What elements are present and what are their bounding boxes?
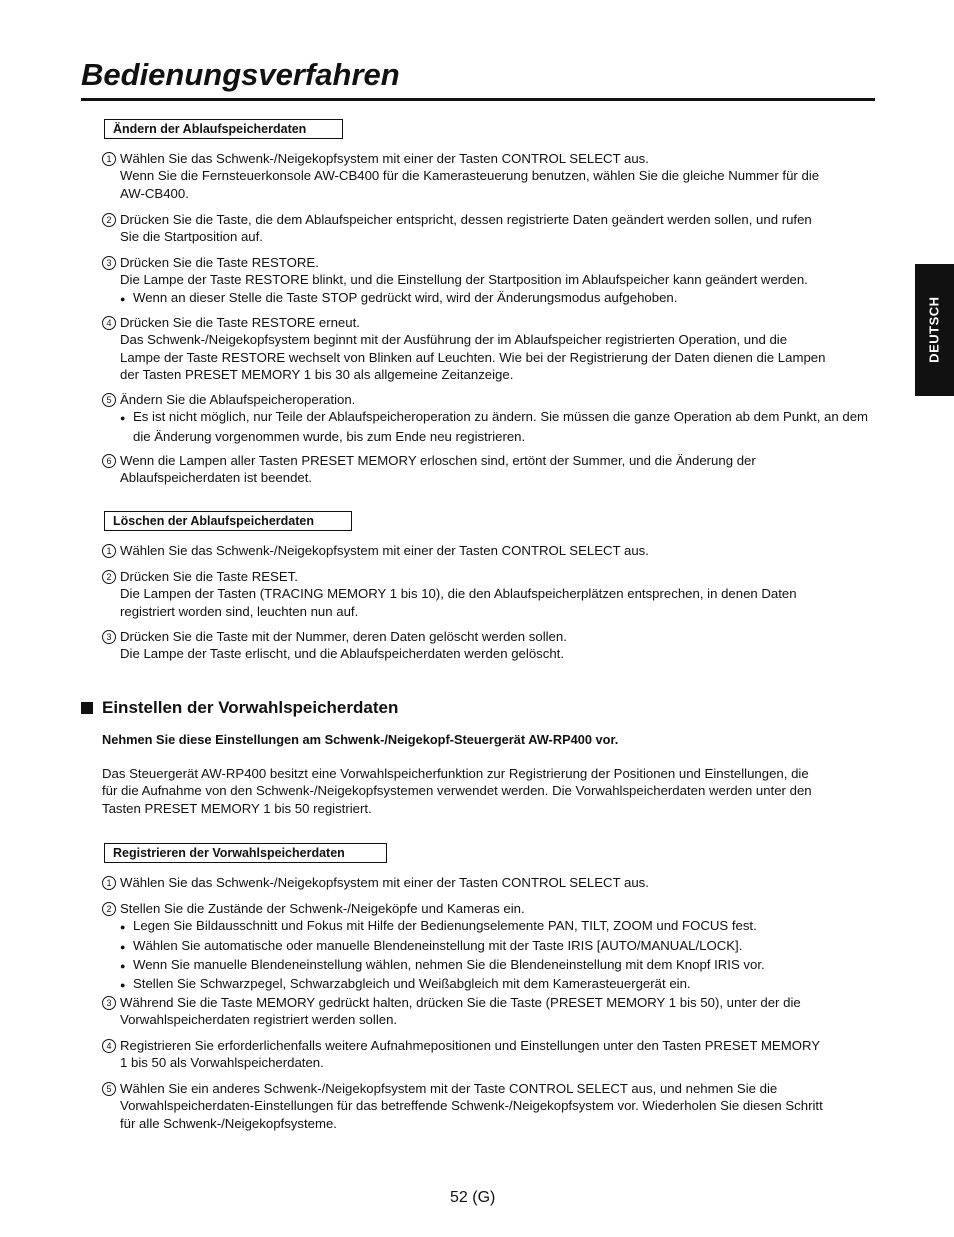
- step-item: [102, 900, 877, 994]
- step-text: Wenn die Lampen aller Tasten PRESET MEMORY erloschen sind, ertönt der Summer, und die Änderung der: [120, 453, 756, 468]
- bullet-text: Es ist nicht möglich, nur Teile der Ablaufspeicheroperation zu ändern. Sie müssen die ganze Operation ab dem Punkt, an dem die Änderung vorgenommen wurde, bis zum Ende neu registrieren.: [133, 409, 869, 444]
- step-continuation-line: Ablaufspeicherdaten ist beendet.: [120, 470, 313, 486]
- subsection-heading-box: Registrieren der Vorwahlspeicherdaten: [104, 843, 387, 863]
- step-continuation-line: Die Lampe der Taste erlischt, und die Ablaufspeicherdaten werden gelöscht.: [120, 646, 565, 662]
- step-continuation-line: AW-CB400.: [120, 185, 189, 201]
- bullet-item: [102, 956, 877, 975]
- step-first-line: [102, 391, 877, 408]
- bullet-dot-icon: ●: [120, 941, 126, 952]
- bullet-item: [102, 289, 877, 308]
- step-item: [102, 452, 877, 487]
- section-heading-text: Einstellen der Vorwahlspeicherdaten: [102, 698, 399, 717]
- step-first-line: [102, 874, 877, 891]
- bullet-dot-icon: ●: [120, 413, 126, 424]
- step-first-line: [102, 254, 877, 271]
- square-bullet-icon: [81, 702, 93, 714]
- language-tab-label: DEUTSCH: [926, 296, 942, 364]
- bullet-dot-icon: ●: [120, 980, 126, 991]
- step-item: [102, 994, 877, 1029]
- step-item: [102, 628, 877, 663]
- step-continuation-line: der Tasten PRESET MEMORY 1 bis 30 als allgemeine Zeitanzeige.: [120, 366, 514, 382]
- step-continuation-line: 1 bis 50 als Vorwahlspeicherdaten.: [120, 1055, 324, 1071]
- step-text: Stellen Sie die Zustände der Schwenk-/Neigeköpfe und Kameras ein.: [120, 901, 525, 916]
- bullet-dot-icon: ●: [120, 293, 126, 304]
- step-first-line: [102, 628, 877, 645]
- step-continuation-line: Wenn Sie die Fernsteuerkonsole AW-CB400 für die Kamerasteuerung benutzen, wählen Sie die gleiche Nummer für die: [120, 168, 820, 184]
- step-number-circle-icon: 1: [102, 152, 116, 166]
- subsection-heading-box: Ändern der Ablaufspeicherdaten: [104, 119, 343, 139]
- subsection-heading-box: Löschen der Ablaufspeicherdaten: [104, 511, 352, 531]
- step-number-circle-icon: 5: [102, 393, 116, 407]
- bullet-item: [102, 917, 877, 936]
- step-number-circle-icon: 6: [102, 454, 116, 468]
- step-continuation-line: Die Lampe der Taste RESTORE blinkt, und die Einstellung der Startposition im Ablaufspeicher kann geändert werden.: [120, 272, 808, 288]
- bold-note: Nehmen Sie diese Einstellungen am Schwenk-/Neigekopf-Steuergerät AW-RP400 vor.: [102, 732, 619, 747]
- bullet-text: Stellen Sie Schwarzpegel, Schwarzabgleich und Weißabgleich mit dem Kamerasteuergerät ein.: [133, 976, 691, 992]
- step-number-circle-icon: 5: [102, 1082, 116, 1096]
- step-number-circle-icon: 3: [102, 630, 116, 644]
- bullet-item: [102, 937, 877, 956]
- step-first-line: [102, 211, 877, 228]
- step-first-line: [102, 452, 877, 469]
- page-number: 52 (G): [450, 1189, 496, 1206]
- step-text: Wählen Sie ein anderes Schwenk-/Neigekopfsystem mit der Taste CONTROL SELECT aus, und nehmen Sie die: [120, 1081, 778, 1096]
- step-number-circle-icon: 3: [102, 996, 116, 1010]
- intro-paragraph: [102, 765, 877, 817]
- step-continuation-line: Die Lampen der Tasten (TRACING MEMORY 1 bis 10), die den Ablaufspeicherplätzen entsprechen, in denen Daten: [120, 586, 797, 602]
- step-item: [102, 254, 877, 308]
- step-number-circle-icon: 2: [102, 570, 116, 584]
- step-text: Drücken Sie die Taste RESET.: [120, 569, 298, 584]
- step-number-circle-icon: 2: [102, 213, 116, 227]
- bullet-dot-icon: ●: [120, 922, 126, 933]
- step-text: Drücken Sie die Taste RESTORE.: [120, 255, 319, 270]
- step-text: Drücken Sie die Taste mit der Nummer, deren Daten gelöscht werden sollen.: [120, 629, 567, 644]
- step-text: Ändern Sie die Ablaufspeicheroperation.: [120, 392, 356, 407]
- step-continuation-line: registriert worden sind, leuchten nun auf.: [120, 603, 359, 619]
- bullet-text: Wählen Sie automatische oder manuelle Blendeneinstellung mit der Taste IRIS [AUTO/MANUAL/LOCK].: [133, 937, 743, 953]
- step-continuation-line: Das Schwenk-/Neigekopfsystem beginnt mit der Ausführung der im Ablaufspeicher registrierten Operation, und die: [120, 332, 788, 348]
- bullet-item: [102, 408, 877, 445]
- bullet-text: Legen Sie Bildausschnitt und Fokus mit Hilfe der Bedienungselemente PAN, TILT, ZOOM und FOCUS fest.: [133, 918, 757, 934]
- step-first-line: [102, 994, 877, 1011]
- bullet-text: Wenn Sie manuelle Blendeneinstellung wählen, nehmen Sie die Blendeneinstellung mit dem Knopf IRIS vor.: [133, 956, 765, 972]
- step-item: [102, 211, 877, 246]
- step-text: Registrieren Sie erforderlichenfalls weitere Aufnahmepositionen und Einstellungen unter den Tasten PRESET MEMORY: [120, 1038, 821, 1053]
- step-first-line: [102, 542, 877, 559]
- paragraph-line: Das Steuergerät AW-RP400 besitzt eine Vorwahlspeicherfunktion zur Registrierung der Positionen und Einstellungen, die: [102, 766, 809, 781]
- step-number-circle-icon: 1: [102, 544, 116, 558]
- step-item: [102, 542, 877, 559]
- step-number-circle-icon: 4: [102, 316, 116, 330]
- step-first-line: [102, 568, 877, 585]
- step-item: [102, 874, 877, 891]
- step-continuation-line: Sie die Startposition auf.: [120, 229, 263, 245]
- step-first-line: [102, 900, 877, 917]
- step-number-circle-icon: 4: [102, 1039, 116, 1053]
- step-first-line: [102, 314, 877, 331]
- step-first-line: [102, 1037, 877, 1054]
- paragraph-line: Tasten PRESET MEMORY 1 bis 50 registriert.: [102, 800, 372, 816]
- paragraph-line: für die Aufnahme von den Schwenk-/Neigekopfsystemen verwendet werden. Die Vorwahlspeicherdaten werden unter den: [102, 783, 812, 799]
- bullet-text: Wenn an dieser Stelle die Taste STOP gedrückt wird, wird der Änderungsmodus aufgehoben.: [133, 289, 678, 305]
- step-item: [102, 1037, 877, 1072]
- step-text: Drücken Sie die Taste RESTORE erneut.: [120, 315, 360, 330]
- step-text: Während Sie die Taste MEMORY gedrückt halten, drücken Sie die Taste (PRESET MEMORY 1 bis 50), unter der die: [120, 995, 801, 1010]
- step-continuation-line: Lampe der Taste RESTORE wechselt von Blinken auf Leuchten. Wie bei der Registrierung der Daten dienen die Lampen: [120, 349, 826, 365]
- step-first-line: [102, 1080, 877, 1097]
- step-number-circle-icon: 3: [102, 256, 116, 270]
- step-item: [102, 150, 877, 202]
- step-text: Wählen Sie das Schwenk-/Neigekopfsystem mit einer der Tasten CONTROL SELECT aus.: [120, 875, 649, 890]
- bullet-dot-icon: ●: [120, 960, 126, 971]
- step-number-circle-icon: 1: [102, 876, 116, 890]
- step-continuation-line: Vorwahlspeicherdaten registriert werden sollen.: [120, 1012, 398, 1028]
- step-text: Drücken Sie die Taste, die dem Ablaufspeicher entspricht, dessen registrierte Daten geändert werden sollen, und rufen: [120, 212, 812, 227]
- step-text: Wählen Sie das Schwenk-/Neigekopfsystem mit einer der Tasten CONTROL SELECT aus.: [120, 543, 649, 558]
- step-item: [102, 314, 877, 383]
- step-number-circle-icon: 2: [102, 902, 116, 916]
- step-continuation-line: Vorwahlspeicherdaten-Einstellungen für das betreffende Schwenk-/Neigekopfsystem vor. Wiederholen Sie diesen Schritt: [120, 1098, 823, 1114]
- step-item: [102, 391, 877, 445]
- step-item: [102, 568, 877, 620]
- section-heading: [81, 698, 398, 718]
- step-item: [102, 1080, 877, 1132]
- step-first-line: [102, 150, 877, 167]
- page-title: Bedienungsverfahren: [81, 57, 400, 92]
- bullet-item: [102, 975, 877, 994]
- step-text: Wählen Sie das Schwenk-/Neigekopfsystem mit einer der Tasten CONTROL SELECT aus.: [120, 151, 649, 166]
- step-continuation-line: für alle Schwenk-/Neigekopfsysteme.: [120, 1115, 337, 1131]
